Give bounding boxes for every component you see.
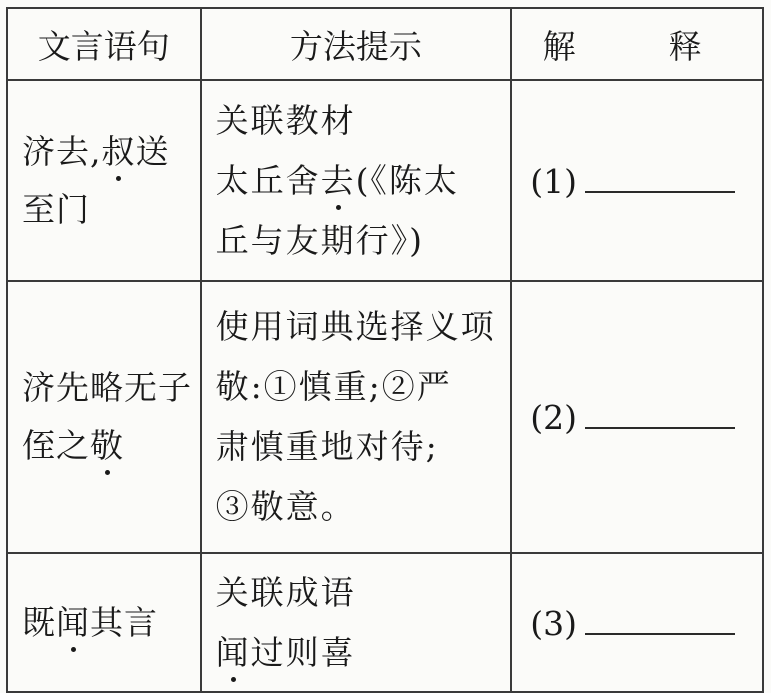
answer-blank[interactable] — [585, 161, 735, 193]
answer-label: (1) — [530, 161, 578, 201]
sentence-cell — [7, 553, 201, 692]
method-title: 关联成语 — [215, 572, 356, 612]
method-title: 关联教材 — [215, 100, 356, 140]
method-cell — [201, 80, 512, 281]
answer-label: (3) — [530, 603, 578, 643]
answer-cell — [511, 80, 763, 281]
header-explanation — [511, 8, 763, 80]
sentence-cell — [7, 80, 201, 281]
method-line: 敬:①慎重;②严 — [215, 367, 452, 406]
explanation-table — [6, 7, 764, 693]
method-cell — [201, 553, 512, 692]
method-text: 太丘舍 — [215, 160, 321, 200]
emphasized-char: 叔 — [101, 131, 136, 171]
method-cell — [201, 281, 512, 553]
method-title: 使用词典选择义项 — [215, 307, 496, 346]
method-text: 过则喜 — [250, 632, 356, 672]
table-row — [7, 553, 763, 692]
sentence-cell — [7, 281, 201, 553]
method-line: 肃慎重地对待; — [215, 427, 439, 466]
answer-cell — [511, 281, 763, 553]
sentence-text: 其言 — [90, 602, 158, 642]
method-line: 丘与友期行》) — [215, 220, 424, 260]
table-row — [7, 281, 763, 553]
answer-label: (2) — [530, 398, 578, 437]
answer-blank[interactable] — [585, 603, 735, 635]
header-method: 方法提示 — [201, 8, 512, 80]
answer-blank[interactable] — [585, 397, 735, 429]
header-sentence: 文言语句 — [7, 8, 201, 80]
sentence-text: 既 — [22, 602, 56, 642]
emphasized-char: 闻 — [56, 602, 90, 642]
sentence-text: 济先略无子侄之 — [22, 368, 192, 465]
emphasized-char: 去 — [320, 160, 356, 200]
sentence-text: 送至门 — [22, 131, 170, 229]
method-line — [216, 623, 511, 683]
answer-cell — [511, 553, 763, 692]
header-explanation-label: 解 释 — [542, 26, 732, 66]
method-line: ③敬意。 — [215, 487, 356, 526]
emphasized-char: 敬 — [90, 426, 124, 465]
emphasized-char: 闻 — [215, 632, 251, 672]
sentence-text: 济去, — [22, 131, 102, 171]
method-text: (《陈太 — [355, 160, 459, 200]
method-line — [216, 151, 511, 211]
table-row — [7, 80, 763, 281]
table-header-row — [7, 8, 763, 80]
